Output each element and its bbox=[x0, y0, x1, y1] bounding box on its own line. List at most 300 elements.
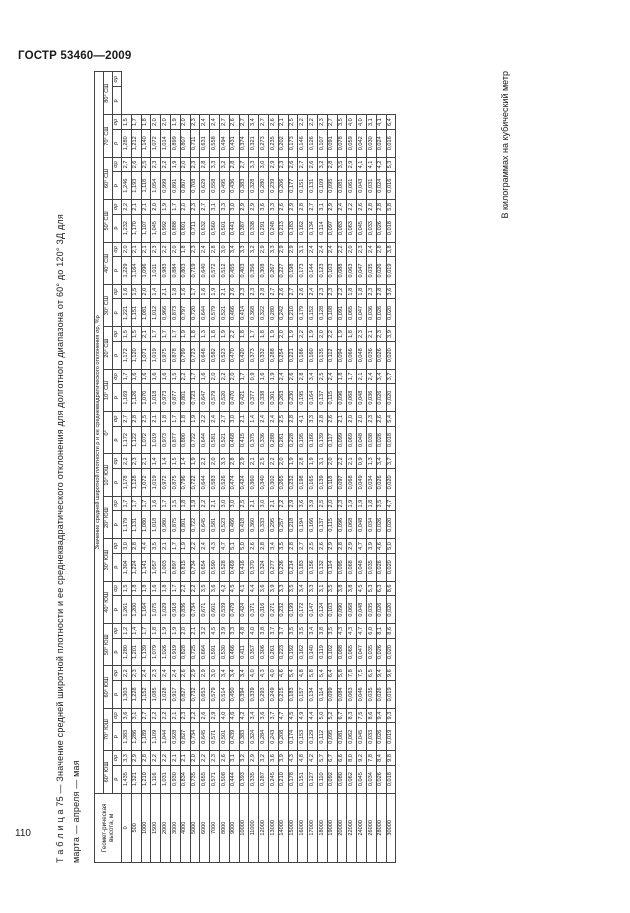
sigma-cell: 3,5 bbox=[327, 624, 337, 638]
height-cell: 19000 bbox=[327, 793, 337, 862]
density-cell: 1,304 bbox=[122, 553, 132, 581]
sigma-cell: 2,8 bbox=[229, 454, 239, 468]
density-cell: 0,571 bbox=[210, 723, 220, 751]
density-cell: 0,026 bbox=[376, 384, 386, 412]
sigma-cell: 3,4 bbox=[268, 539, 278, 553]
density-cell: 0,521 bbox=[219, 426, 229, 454]
latitude-header: 60° ЮШ bbox=[104, 666, 113, 708]
sigma-cell: 2,2 bbox=[200, 751, 210, 765]
sigma-cell: 1,9 bbox=[288, 327, 298, 341]
density-cell: 0,601 bbox=[210, 596, 220, 624]
table-row bbox=[278, 72, 288, 863]
density-cell: 0,273 bbox=[259, 129, 269, 157]
sigma-cell: 6,5 bbox=[366, 666, 376, 680]
density-cell: 1,280 bbox=[122, 129, 132, 157]
sigma-cell: 7,5 bbox=[357, 666, 367, 680]
rotated-page-content bbox=[52, 71, 572, 863]
sigma-cell: 4,1 bbox=[239, 581, 249, 595]
density-cell: 0,479 bbox=[229, 596, 239, 624]
density-cell: 0,156 bbox=[308, 553, 318, 581]
sigma-cell: 1,7 bbox=[170, 327, 180, 341]
density-cell: 0,081 bbox=[337, 723, 347, 751]
density-cell: 0,177 bbox=[288, 172, 298, 200]
density-cell: 0,917 bbox=[170, 680, 180, 708]
height-cell: 9000 bbox=[229, 793, 239, 862]
density-cell: 0,421 bbox=[239, 384, 249, 412]
density-cell: 0,242 bbox=[278, 299, 288, 327]
density-cell: 0,048 bbox=[357, 384, 367, 412]
density-cell: 0,466 bbox=[229, 511, 239, 539]
density-cell: 0,147 bbox=[308, 596, 318, 624]
sigma-cell: 8,6 bbox=[386, 624, 396, 638]
sigma-cell: 1,9 bbox=[170, 624, 180, 638]
sigma-cell: 2,2 bbox=[151, 708, 161, 722]
sigma-cell: 2,2 bbox=[337, 242, 347, 256]
sigma-cell: 2,4 bbox=[200, 115, 210, 129]
sigma-cell: 3,5 bbox=[337, 157, 347, 171]
sigma-cell: 1,4 bbox=[151, 284, 161, 298]
sigma-cell: 3,1 bbox=[366, 115, 376, 129]
sigma-cell: 1,6 bbox=[151, 369, 161, 383]
density-cell: 0,194 bbox=[298, 511, 308, 539]
sigma-cell: 3,7 bbox=[268, 708, 278, 722]
density-cell: 0,026 bbox=[376, 553, 386, 581]
sigma-cell: 4,0 bbox=[347, 115, 357, 129]
sigma-cell: 3,0 bbox=[219, 496, 229, 510]
sigma-cell: 2,3 bbox=[317, 115, 327, 129]
latitude-header: 50° ЮШ bbox=[104, 624, 113, 666]
density-cell: 0,801 bbox=[180, 384, 190, 412]
rho-header: ρ bbox=[113, 723, 122, 751]
sigma-cell: 1,9 bbox=[308, 454, 318, 468]
sigma-cell: 2,5 bbox=[141, 412, 151, 426]
density-cell: 0,316 bbox=[259, 596, 269, 624]
density-cell: 0,975 bbox=[161, 341, 171, 369]
density-cell: 0,558 bbox=[210, 129, 220, 157]
sigma-cell: 2,3 bbox=[131, 454, 141, 468]
sigma-cell: 1,8 bbox=[151, 624, 161, 638]
sigma-cell: 4,4 bbox=[308, 708, 318, 722]
density-cell: 0,930 bbox=[170, 765, 180, 793]
sigma-cell: 4,0 bbox=[249, 624, 259, 638]
sigma-cell: 5,0 bbox=[239, 539, 249, 553]
sigma-cell: 5,4 bbox=[317, 666, 327, 680]
sigma-cell: 3,4 bbox=[239, 666, 249, 680]
sigma-cell: 2,7 bbox=[219, 412, 229, 426]
sigma-cell: 2,2 bbox=[219, 369, 229, 383]
sigma-cell: 2,5 bbox=[141, 157, 151, 171]
sigma-cell: 2,2 bbox=[122, 454, 132, 468]
density-cell: 0,239 bbox=[268, 172, 278, 200]
density-cell: 0,206 bbox=[278, 172, 288, 200]
sigma-cell: 1,7 bbox=[161, 327, 171, 341]
sigma-cell: 2,8 bbox=[259, 284, 269, 298]
density-cell: 0,263 bbox=[278, 384, 288, 412]
table-row bbox=[249, 72, 259, 863]
density-cell: 0,265 bbox=[278, 468, 288, 496]
density-cell: 1,383 bbox=[122, 723, 132, 751]
rho-header: ρ bbox=[113, 596, 122, 624]
density-cell: 0,644 bbox=[200, 468, 210, 496]
density-cell: 0,068 bbox=[347, 384, 357, 412]
density-cell: 0,301 bbox=[268, 384, 278, 412]
density-cell: 0,095 bbox=[327, 723, 337, 751]
density-cell: 0,048 bbox=[357, 596, 367, 624]
rho-header: ρ bbox=[113, 765, 122, 793]
density-cell: 1,229 bbox=[122, 257, 132, 285]
density-cell: 1,054 bbox=[151, 172, 161, 200]
density-cell: 0,368 bbox=[249, 299, 259, 327]
density-cell: 1,096 bbox=[141, 257, 151, 285]
density-cell: 0,420 bbox=[239, 341, 249, 369]
density-cell: 1,280 bbox=[122, 638, 132, 666]
sigma-cell: 4,5 bbox=[288, 708, 298, 722]
density-cell: 0,034 bbox=[366, 511, 376, 539]
density-cell: 1,221 bbox=[122, 299, 132, 327]
density-cell: 0,466 bbox=[229, 299, 239, 327]
density-cell: 0,157 bbox=[298, 680, 308, 708]
sigma-cell: 1,3 bbox=[200, 327, 210, 341]
sigma-header: σρ bbox=[113, 708, 122, 722]
density-cell: 0,026 bbox=[376, 468, 386, 496]
sigma-cell: 4,3 bbox=[288, 751, 298, 765]
sigma-cell: 1,6 bbox=[122, 284, 132, 298]
density-cell: 0,581 bbox=[210, 511, 220, 539]
density-cell: 0,655 bbox=[200, 765, 210, 793]
density-cell: 0,033 bbox=[366, 723, 376, 751]
sigma-cell: 2,0 bbox=[347, 412, 357, 426]
density-cell: 0,095 bbox=[327, 172, 337, 200]
sigma-cell: 2,7 bbox=[268, 284, 278, 298]
table-row bbox=[239, 72, 249, 863]
sigma-cell: 1,5 bbox=[131, 284, 141, 298]
density-cell: 1,029 bbox=[161, 596, 171, 624]
density-cell: 1,031 bbox=[161, 765, 171, 793]
sigma-cell: 2,1 bbox=[239, 412, 249, 426]
density-cell: 0,295 bbox=[268, 511, 278, 539]
height-cell: 26000 bbox=[366, 793, 376, 862]
sigma-cell: 2,2 bbox=[161, 242, 171, 256]
sigma-cell: 2,0 bbox=[161, 115, 171, 129]
density-cell: 0,026 bbox=[376, 299, 386, 327]
sigma-cell: 1,9 bbox=[268, 369, 278, 383]
density-cell: 0,096 bbox=[337, 384, 347, 412]
density-cell: 0,068 bbox=[347, 596, 357, 624]
density-cell: 0,063 bbox=[347, 214, 357, 242]
density-cell: 1,118 bbox=[141, 172, 151, 200]
sigma-cell: 2,9 bbox=[239, 200, 249, 214]
density-cell: 0,470 bbox=[229, 384, 239, 412]
sigma-cell: 2,1 bbox=[141, 200, 151, 214]
density-cell: 0,127 bbox=[308, 765, 318, 793]
sigma-cell: 3,4 bbox=[298, 581, 308, 595]
sigma-cell: 3,4 bbox=[376, 454, 386, 468]
density-cell: 0,129 bbox=[308, 723, 318, 751]
sigma-cell: 1,7 bbox=[161, 496, 171, 510]
sigma-cell: 2,3 bbox=[357, 242, 367, 256]
sigma-cell: 3,4 bbox=[249, 115, 259, 129]
sigma-cell: 2,7 bbox=[122, 412, 132, 426]
sigma-cell: 2,9 bbox=[327, 200, 337, 214]
sigma-cell: 2,2 bbox=[200, 412, 210, 426]
sigma-cell: 2,8 bbox=[298, 200, 308, 214]
sigma-cell: 2,0 bbox=[180, 157, 190, 171]
density-cell: 0,195 bbox=[298, 426, 308, 454]
sigma-cell: 2,9 bbox=[210, 708, 220, 722]
sigma-cell: 8,0 bbox=[347, 751, 357, 765]
sigma-cell: 4,3 bbox=[347, 624, 357, 638]
density-cell: 0,528 bbox=[219, 553, 229, 581]
sigma-cell: 1,9 bbox=[308, 327, 318, 341]
density-cell: 0,019 bbox=[386, 723, 396, 751]
latitude-header: 10° ЮШ bbox=[104, 454, 113, 496]
sigma-cell: 3,4 bbox=[308, 369, 318, 383]
density-cell: 1,079 bbox=[151, 638, 161, 666]
density-cell: 0,370 bbox=[249, 553, 259, 581]
density-cell: 0,118 bbox=[327, 468, 337, 496]
density-cell: 0,653 bbox=[200, 680, 210, 708]
density-cell: 0,291 bbox=[259, 214, 269, 242]
density-cell: 0,215 bbox=[278, 680, 288, 708]
sigma-cell: 2,3 bbox=[376, 327, 386, 341]
sigma-cell: 2,1 bbox=[141, 454, 151, 468]
density-cell: 1,045 bbox=[151, 214, 161, 242]
density-cell: 1,164 bbox=[141, 596, 151, 624]
density-cell: 0,066 bbox=[347, 341, 357, 369]
rho-header: ρ bbox=[113, 87, 122, 115]
sigma-cell: 2,0 bbox=[327, 454, 337, 468]
sigma-cell: 2,5 bbox=[288, 115, 298, 129]
density-cell: 1,109 bbox=[151, 723, 161, 751]
density-cell: 0,088 bbox=[337, 638, 347, 666]
table-header-row-group bbox=[95, 72, 104, 863]
sigma-cell: 2,0 bbox=[180, 624, 190, 638]
standard-header: ГОСТР 53460—2009 bbox=[18, 50, 132, 62]
density-cell: 0,722 bbox=[190, 468, 200, 496]
sigma-cell: 3,6 bbox=[268, 751, 278, 765]
density-cell: 0,214 bbox=[288, 553, 298, 581]
density-cell: 0,644 bbox=[200, 299, 210, 327]
sigma-cell: 2,2 bbox=[190, 539, 200, 553]
sigma-cell: 2,1 bbox=[347, 454, 357, 468]
density-cell: 0,068 bbox=[347, 511, 357, 539]
density-cell: 0,165 bbox=[308, 468, 318, 496]
sigma-cell: 2,6 bbox=[268, 115, 278, 129]
sigma-cell: 1,3 bbox=[366, 454, 376, 468]
density-cell: 0,248 bbox=[268, 214, 278, 242]
table-row bbox=[327, 72, 337, 863]
sigma-cell: 2,7 bbox=[327, 115, 337, 129]
sigma-cell: 3,4 bbox=[376, 369, 386, 383]
sigma-cell: 3,3 bbox=[122, 751, 132, 765]
table-row bbox=[376, 72, 386, 863]
sigma-cell: 4,3 bbox=[259, 666, 269, 680]
sigma-cell: 3,2 bbox=[249, 242, 259, 256]
sigma-cell: 2,8 bbox=[229, 157, 239, 171]
sigma-cell: 8,3 bbox=[347, 708, 357, 722]
sigma-cell: 1,6 bbox=[161, 369, 171, 383]
density-cell: 1,228 bbox=[131, 680, 141, 708]
density-cell: 0,162 bbox=[298, 214, 308, 242]
sigma-cell: 2,5 bbox=[259, 454, 269, 468]
sigma-cell: 3,6 bbox=[386, 284, 396, 298]
sigma-cell: 3,6 bbox=[259, 581, 269, 595]
density-cell: 0,645 bbox=[200, 511, 210, 539]
sigma-cell: 2,9 bbox=[288, 496, 298, 510]
density-cell: 0,038 bbox=[366, 426, 376, 454]
sigma-cell: 2,0 bbox=[170, 242, 180, 256]
density-cell: 0,131 bbox=[308, 172, 318, 200]
density-cell: 0,648 bbox=[200, 341, 210, 369]
density-cell: 0,114 bbox=[317, 214, 327, 242]
density-cell: 0,020 bbox=[386, 638, 396, 666]
density-cell: 0,418 bbox=[239, 511, 249, 539]
density-cell: 0,124 bbox=[317, 596, 327, 624]
sigma-cell: 9,4 bbox=[376, 708, 386, 722]
sigma-cell: 2,0 bbox=[151, 115, 161, 129]
height-cell: 5000 bbox=[190, 793, 200, 862]
density-cell: 0,047 bbox=[357, 257, 367, 285]
density-cell: 0,801 bbox=[180, 214, 190, 242]
sigma-cell: 2,6 bbox=[278, 200, 288, 214]
sigma-cell: 4,1 bbox=[357, 157, 367, 171]
density-cell: 0,026 bbox=[376, 638, 386, 666]
density-cell: 0,047 bbox=[357, 299, 367, 327]
sigma-cell: 8,1 bbox=[376, 624, 386, 638]
density-cell: 0,267 bbox=[268, 257, 278, 285]
density-cell: 0,416 bbox=[239, 553, 249, 581]
density-cell: 0,134 bbox=[308, 214, 318, 242]
sigma-cell: 3,7 bbox=[268, 624, 278, 638]
units-note: В килограммах на кубический метр bbox=[500, 71, 510, 219]
density-cell: 0,581 bbox=[210, 426, 220, 454]
sigma-cell: 1,7 bbox=[141, 624, 151, 638]
density-cell: 0,455 bbox=[229, 257, 239, 285]
height-cell: 24000 bbox=[357, 793, 367, 862]
sigma-cell: 2,9 bbox=[347, 539, 357, 553]
density-cell: 1,028 bbox=[161, 680, 171, 708]
sigma-cell: 3,2 bbox=[219, 157, 229, 171]
sigma-cell: 3,4 bbox=[229, 242, 239, 256]
density-cell: 0,828 bbox=[180, 638, 190, 666]
sigma-cell: 4,3 bbox=[337, 624, 347, 638]
sigma-cell: 2,0 bbox=[180, 115, 190, 129]
density-cell: 0,024 bbox=[376, 129, 386, 157]
sigma-cell: 3,5 bbox=[376, 496, 386, 510]
sigma-cell: 4,5 bbox=[210, 624, 220, 638]
sigma-cell: 1,4 bbox=[249, 412, 259, 426]
sigma-cell: 1,8 bbox=[180, 242, 190, 256]
sigma-cell: 2,8 bbox=[259, 539, 269, 553]
density-cell: 0,020 bbox=[386, 341, 396, 369]
sigma-cell: 1,5 bbox=[122, 115, 132, 129]
density-cell: 0,807 bbox=[180, 172, 190, 200]
sigma-cell: 2,6 bbox=[229, 284, 239, 298]
sigma-cell: 3,5 bbox=[298, 624, 308, 638]
sigma-cell: 2,4 bbox=[210, 412, 220, 426]
density-cell: 1,170 bbox=[131, 214, 141, 242]
density-cell: 0,034 bbox=[366, 765, 376, 793]
rho-header: ρ bbox=[113, 511, 122, 539]
density-cell: 0,261 bbox=[268, 638, 278, 666]
sigma-cell: 9,4 bbox=[376, 666, 386, 680]
density-cell: 0,045 bbox=[357, 214, 367, 242]
density-cell: 0,152 bbox=[308, 299, 318, 327]
density-cell: 0,046 bbox=[357, 680, 367, 708]
density-table bbox=[94, 71, 396, 863]
rho-header: ρ bbox=[113, 214, 122, 242]
density-cell: 0,069 bbox=[347, 426, 357, 454]
height-cell: 20000 bbox=[337, 793, 347, 862]
latitude-header: 10° СШ bbox=[104, 369, 113, 411]
density-cell: 0,875 bbox=[170, 511, 180, 539]
density-cell: 0,035 bbox=[366, 638, 376, 666]
sigma-cell: 3,1 bbox=[317, 454, 327, 468]
sigma-cell: 2,9 bbox=[268, 157, 278, 171]
density-cell: 0,020 bbox=[386, 384, 396, 412]
density-cell: 0,644 bbox=[200, 426, 210, 454]
density-cell: 0,711 bbox=[190, 214, 200, 242]
sigma-cell: 6,4 bbox=[327, 666, 337, 680]
density-cell: 0,020 bbox=[386, 596, 396, 624]
rho-header: ρ bbox=[113, 638, 122, 666]
sigma-cell: 2,8 bbox=[298, 454, 308, 468]
height-cell: 2000 bbox=[161, 793, 171, 862]
density-cell: 0,640 bbox=[200, 257, 210, 285]
sigma-cell: 2,2 bbox=[327, 327, 337, 341]
sigma-cell: 2,0 bbox=[151, 200, 161, 214]
sigma-cell: 5,7 bbox=[317, 751, 327, 765]
density-cell: 0,112 bbox=[317, 723, 327, 751]
density-cell: 0,796 bbox=[180, 468, 190, 496]
density-cell: 0,973 bbox=[161, 426, 171, 454]
sigma-cell: 2,1 bbox=[170, 751, 180, 765]
density-cell: 0,045 bbox=[357, 765, 367, 793]
sigma-cell: 2,0 bbox=[317, 327, 327, 341]
density-cell: 0,036 bbox=[366, 299, 376, 327]
density-cell: 1,139 bbox=[141, 638, 151, 666]
density-cell: 1,224 bbox=[131, 553, 141, 581]
density-cell: 0,183 bbox=[298, 553, 308, 581]
sigma-cell: 2,0 bbox=[180, 200, 190, 214]
density-cell: 0,356 bbox=[249, 257, 259, 285]
sigma-cell: 5,0 bbox=[317, 708, 327, 722]
density-cell: 0,232 bbox=[288, 468, 298, 496]
sigma-cell: 3,5 bbox=[288, 581, 298, 595]
density-cell: 0,236 bbox=[278, 553, 288, 581]
sigma-cell: 2,1 bbox=[180, 751, 190, 765]
density-cell: 1,246 bbox=[122, 172, 132, 200]
caption-line-1: Т а б л и ц а 75 — Значение средней широтной плотности и ее среднеквадратического отклонения для долготного диапазона от 60° до 120° ЗД для bbox=[55, 214, 65, 863]
density-cell: 0,884 bbox=[170, 257, 180, 285]
density-cell: 1,193 bbox=[131, 172, 141, 200]
sigma-cell: 1,7 bbox=[151, 327, 161, 341]
density-cell: 0,065 bbox=[347, 299, 357, 327]
sigma-cell: 2,8 bbox=[131, 412, 141, 426]
sigma-header: σρ bbox=[113, 581, 122, 595]
sigma-cell: 1,5 bbox=[170, 369, 180, 383]
sigma-cell: 3,6 bbox=[259, 200, 269, 214]
density-cell: 0,280 bbox=[268, 299, 278, 327]
sigma-cell: 1,7 bbox=[131, 115, 141, 129]
density-cell: 1,172 bbox=[122, 426, 132, 454]
density-cell: 0,081 bbox=[337, 172, 347, 200]
sigma-cell: 2,5 bbox=[239, 496, 249, 510]
density-cell: 0,047 bbox=[357, 638, 367, 666]
sigma-cell: 1,7 bbox=[141, 496, 151, 510]
density-cell: 0,160 bbox=[308, 341, 318, 369]
sigma-cell: 3,0 bbox=[210, 666, 220, 680]
